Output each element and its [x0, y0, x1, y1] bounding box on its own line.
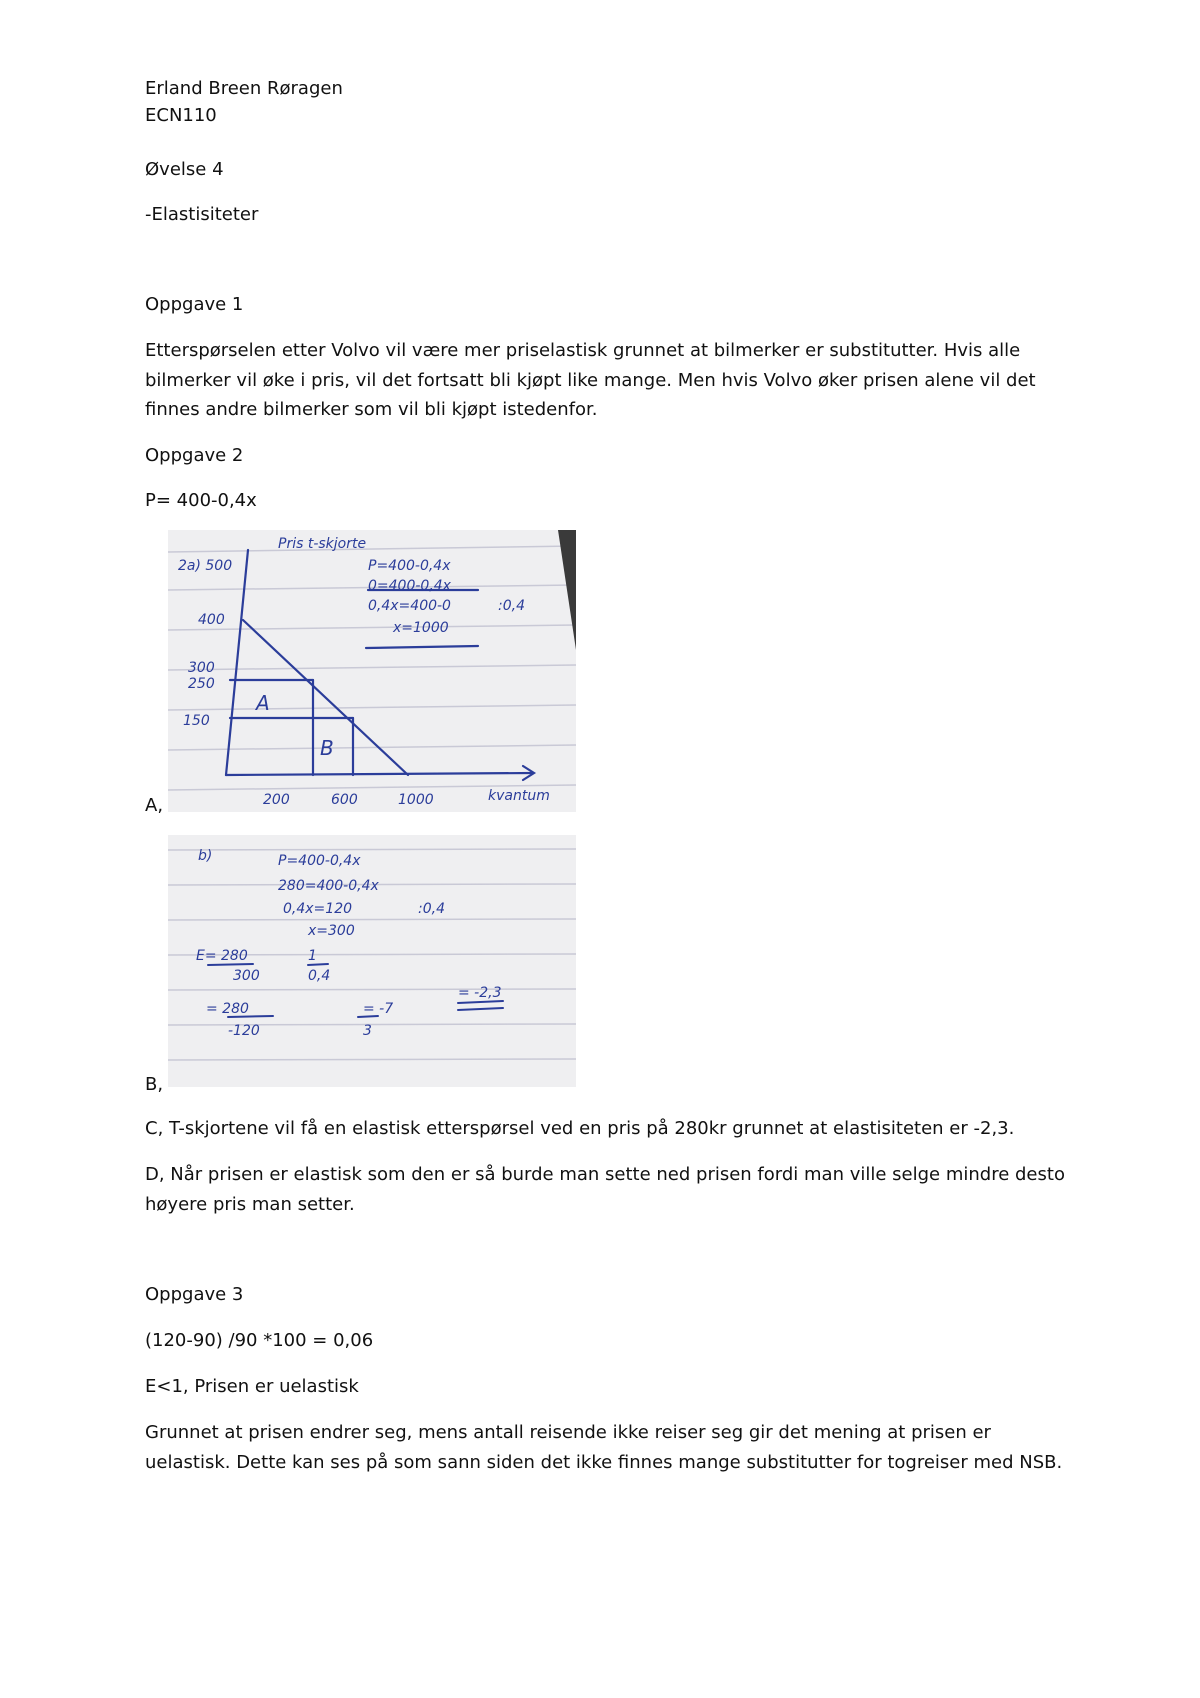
svg-text:300: 300: [233, 968, 260, 984]
exercise-subtitle: -Elastisiteter: [145, 204, 259, 225]
svg-text:= 280: = 280: [206, 1001, 249, 1017]
svg-text:Pris t-skjorte: Pris t-skjorte: [278, 536, 367, 552]
svg-text:400: 400: [198, 612, 225, 628]
svg-text:b): b): [198, 848, 213, 864]
svg-text:= -7: = -7: [363, 1001, 394, 1017]
author-name: Erland Breen Røragen: [145, 78, 343, 99]
svg-text:3: 3: [363, 1023, 372, 1039]
svg-text:300: 300: [188, 660, 215, 676]
task3-heading: Oppgave 3: [145, 1284, 244, 1305]
svg-text:E= 280: E= 280: [196, 948, 248, 964]
svg-text::0,4: :0,4: [418, 901, 445, 917]
task1-heading: Oppgave 1: [145, 294, 244, 315]
task2-heading: Oppgave 2: [145, 445, 244, 466]
svg-text:P=400-0,4x: P=400-0,4x: [368, 558, 451, 574]
svg-text:250: 250: [188, 676, 215, 692]
handwritten-calculation-photo: [168, 835, 576, 1087]
task2-d-text: D, Når prisen er elastisk som den er så burde man sette ned prisen fordi man ville selge mindre desto høyere pris man setter.: [145, 1164, 1065, 1215]
svg-text:x=300: x=300: [308, 923, 355, 939]
handwritten-graph-photo: [168, 530, 576, 812]
task2-equation: P= 400-0,4x: [145, 490, 257, 511]
calculation-sketch: [168, 835, 576, 1087]
svg-text:0,4x=120: 0,4x=120: [283, 901, 353, 917]
svg-text:1000: 1000: [398, 792, 434, 808]
exercise-title: Øvelse 4: [145, 159, 224, 180]
svg-text:0,4x=400-0: 0,4x=400-0: [368, 598, 451, 614]
task2-c-text: C, T-skjortene vil få en elastisk etterspørsel ved en pris på 280kr grunnet at elastisiteten er -2,3.: [145, 1118, 1015, 1139]
svg-text:x=1000: x=1000: [393, 620, 449, 636]
graph-a-label: A,: [145, 795, 164, 816]
calc-b-label: B,: [145, 1074, 164, 1095]
svg-text:2a) 500: 2a) 500: [178, 558, 233, 574]
graph-sketch: [168, 530, 576, 812]
course-code: ECN110: [145, 105, 217, 126]
svg-text:= -2,3: = -2,3: [458, 985, 502, 1001]
svg-text:600: 600: [331, 792, 358, 808]
svg-text:A: A: [256, 691, 270, 715]
task3-text: Grunnet at prisen endrer seg, mens antall reisende ikke reiser seg gir det mening at prisen er uelastisk. Dette kan ses på som sann siden det ikke finnes mange substitutter for togreiser med NSB.: [145, 1422, 1063, 1473]
task3-calc: (120-90) /90 *100 = 0,06: [145, 1330, 374, 1351]
svg-text:0=400-0,4x: 0=400-0,4x: [368, 578, 451, 594]
svg-text:200: 200: [263, 792, 290, 808]
svg-text::0,4: :0,4: [498, 598, 525, 614]
svg-text:1: 1: [308, 948, 317, 964]
svg-text:0,4: 0,4: [308, 968, 331, 984]
task1-text: Etterspørselen etter Volvo vil være mer priselastisk grunnet at bilmerker er substitutter. Hvis alle bilmerker vil øke i pris, vil det fortsatt bli kjøpt like mange. Men hvis Volvo øker prisen alene vil det finnes andre bilmerker som vil bli kjøpt istedenfor.: [145, 340, 1036, 420]
task3-result: E<1, Prisen er uelastisk: [145, 1376, 359, 1397]
svg-text:kvantum: kvantum: [488, 788, 550, 804]
svg-text:-120: -120: [228, 1023, 260, 1039]
svg-text:P=400-0,4x: P=400-0,4x: [278, 853, 361, 869]
svg-text:B: B: [320, 736, 334, 760]
svg-text:280=400-0,4x: 280=400-0,4x: [278, 878, 379, 894]
svg-text:150: 150: [183, 713, 210, 729]
